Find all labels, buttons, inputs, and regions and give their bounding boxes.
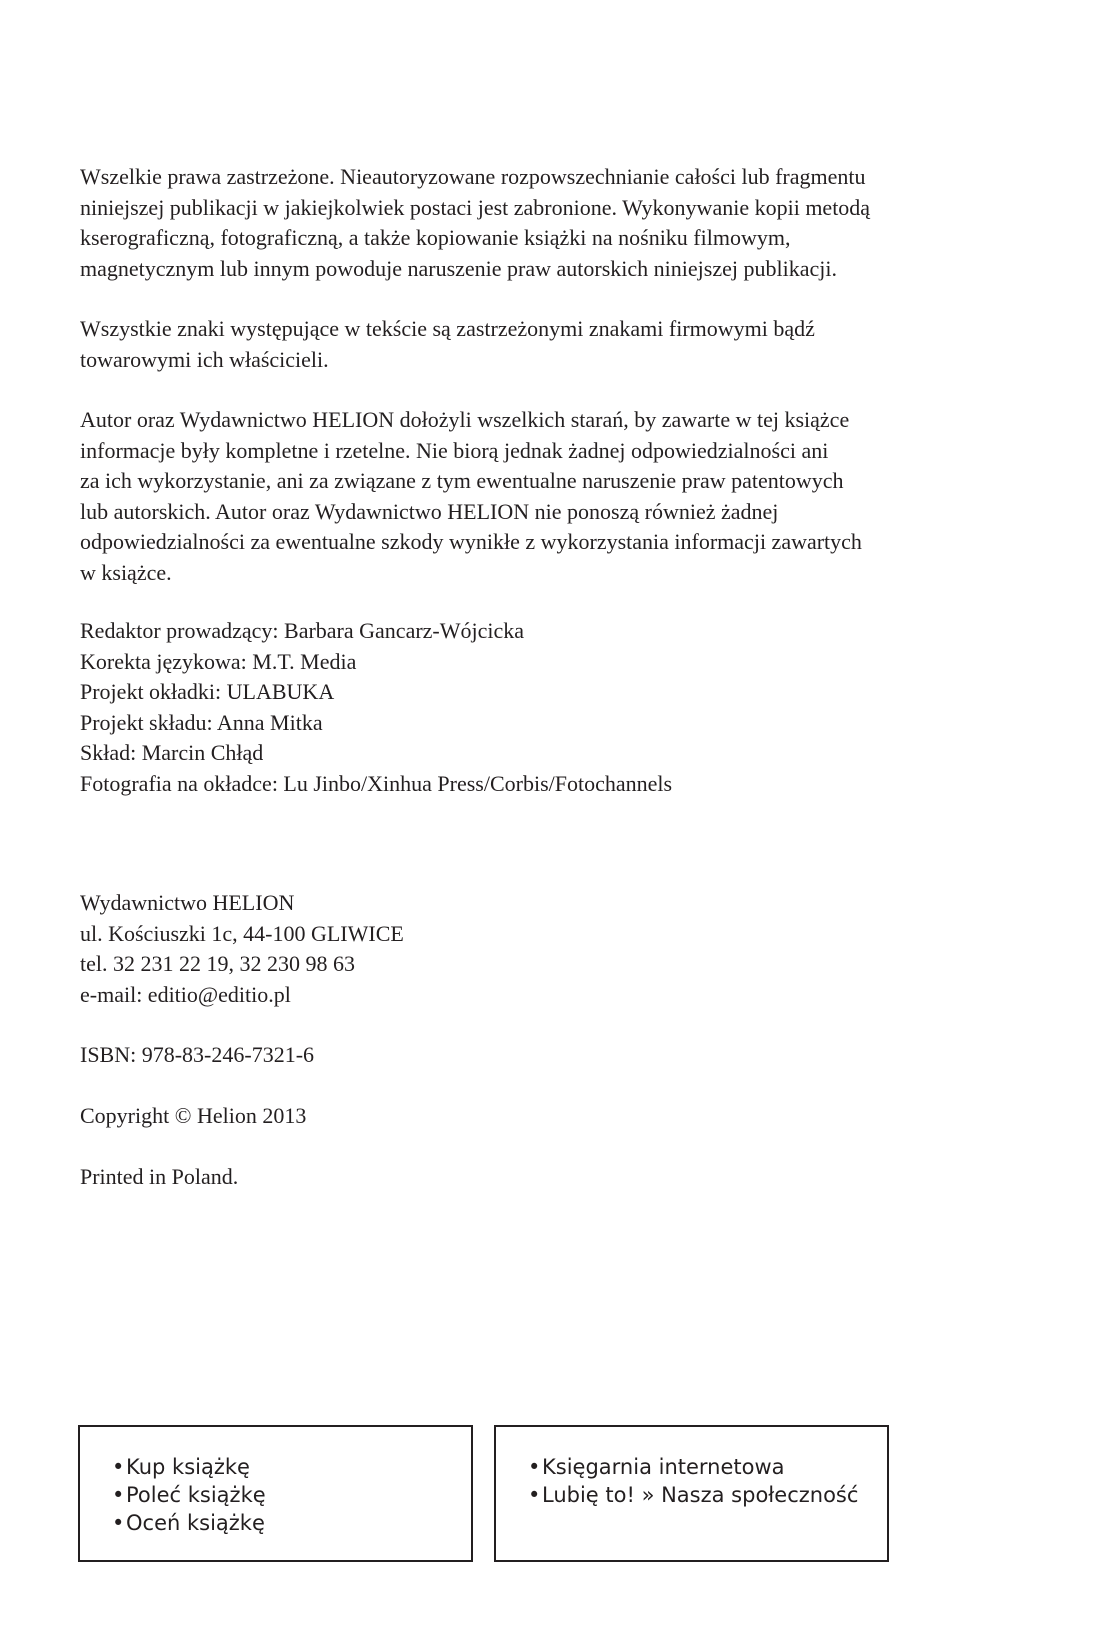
text-line: Wszystkie znaki występujące w tekście są zastrzeżonymi znakami firmowymi bądź [80,316,815,341]
text-line: w książce. [80,559,172,585]
buy-book-link[interactable] [112,1453,266,1481]
link-label: Kup książkę [126,1455,250,1479]
isbn-text: ISBN: 978-83-246-7321-6 [80,1042,315,1067]
printed-text: Printed in Poland. [80,1164,239,1189]
credit-editor: Redaktor prowadzący: Barbara Gancarz-Wójcicka [80,618,525,643]
online-bookstore-link[interactable] [528,1453,858,1481]
copyright-notice [80,1101,1040,1132]
bullet-icon: • [528,1455,541,1479]
credit-layout-design: Projekt składu: Anna Mitka [80,709,323,735]
copyright-text: Copyright © Helion 2013 [80,1103,307,1128]
text-line: Autor oraz Wydawnictwo HELION dołożyli wszelkich starań, by zawarte w tej książce [80,407,850,432]
bullet-icon: • [112,1511,125,1535]
publisher-name: Wydawnictwo HELION [80,890,295,915]
community-link[interactable] [528,1481,858,1509]
link-label: Księgarnia internetowa [542,1455,785,1479]
text-line: odpowiedzialności za ewentualne szkody wynikłe z wykorzystania informacji zawartych [80,529,862,554]
link-label: Oceń książkę [126,1511,265,1535]
bookstore-links-box [494,1425,889,1562]
credit-cover-photo: Fotografia na okładce: Lu Jinbo/Xinhua Press/Corbis/Fotochannels [80,770,673,796]
publisher-phone: tel. 32 231 22 19, 32 230 98 63 [80,951,355,976]
bullet-icon: • [528,1483,541,1507]
text-line: niniejszej publikacji w jakiejkolwiek postaci jest zabronione. Wykonywanie kopii metodą [80,194,871,220]
text-line: lub autorskich. Autor oraz Wydawnictwo HELION nie ponoszą również żadnej [80,498,779,524]
isbn [80,1040,1040,1071]
credit-cover-design: Projekt okładki: ULABUKA [80,679,335,704]
recommend-book-link[interactable] [112,1481,266,1509]
link-label: Lubię to! » Nasza społeczność [542,1483,859,1507]
bookstore-links-list [528,1453,858,1509]
text-line: Wszelkie prawa zastrzeżone. Nieautoryzowane rozpowszechnianie całości lub fragmentu [80,164,866,189]
credits-list [80,616,1040,799]
rights-paragraph [80,162,1040,284]
text-line: za ich wykorzystanie, ani za związane z tym ewentualne naruszenie praw patentowych [80,468,844,493]
bullet-icon: • [112,1455,125,1479]
publisher-street: ul. Kościuszki 1c, 44-100 GLIWICE [80,920,404,946]
text-line: informacje były kompletne i rzetelne. Nie biorą jednak żadnej odpowiedzialności ani [80,437,829,463]
bullet-icon: • [112,1483,125,1507]
credit-proofreading: Korekta językowa: M.T. Media [80,648,357,674]
publisher-address [80,888,1040,1010]
text-line: kserograficzną, fotograficzną, a także kopiowanie książki na nośniku filmowym, [80,225,791,250]
book-actions-box [78,1425,473,1562]
publisher-email: e-mail: editio@editio.pl [80,981,291,1007]
text-line: towarowymi ich właścicieli. [80,346,329,372]
credit-typesetting: Skład: Marcin Chłąd [80,740,264,765]
link-label: Poleć książkę [126,1483,266,1507]
text-line: magnetycznym lub innym powoduje naruszenie praw autorskich niniejszej publikacji. [80,255,837,281]
trademarks-paragraph [80,314,1040,375]
rate-book-link[interactable] [112,1509,266,1537]
printed-in [80,1162,1040,1193]
book-actions-list [112,1453,266,1537]
disclaimer-paragraph [80,405,1040,588]
